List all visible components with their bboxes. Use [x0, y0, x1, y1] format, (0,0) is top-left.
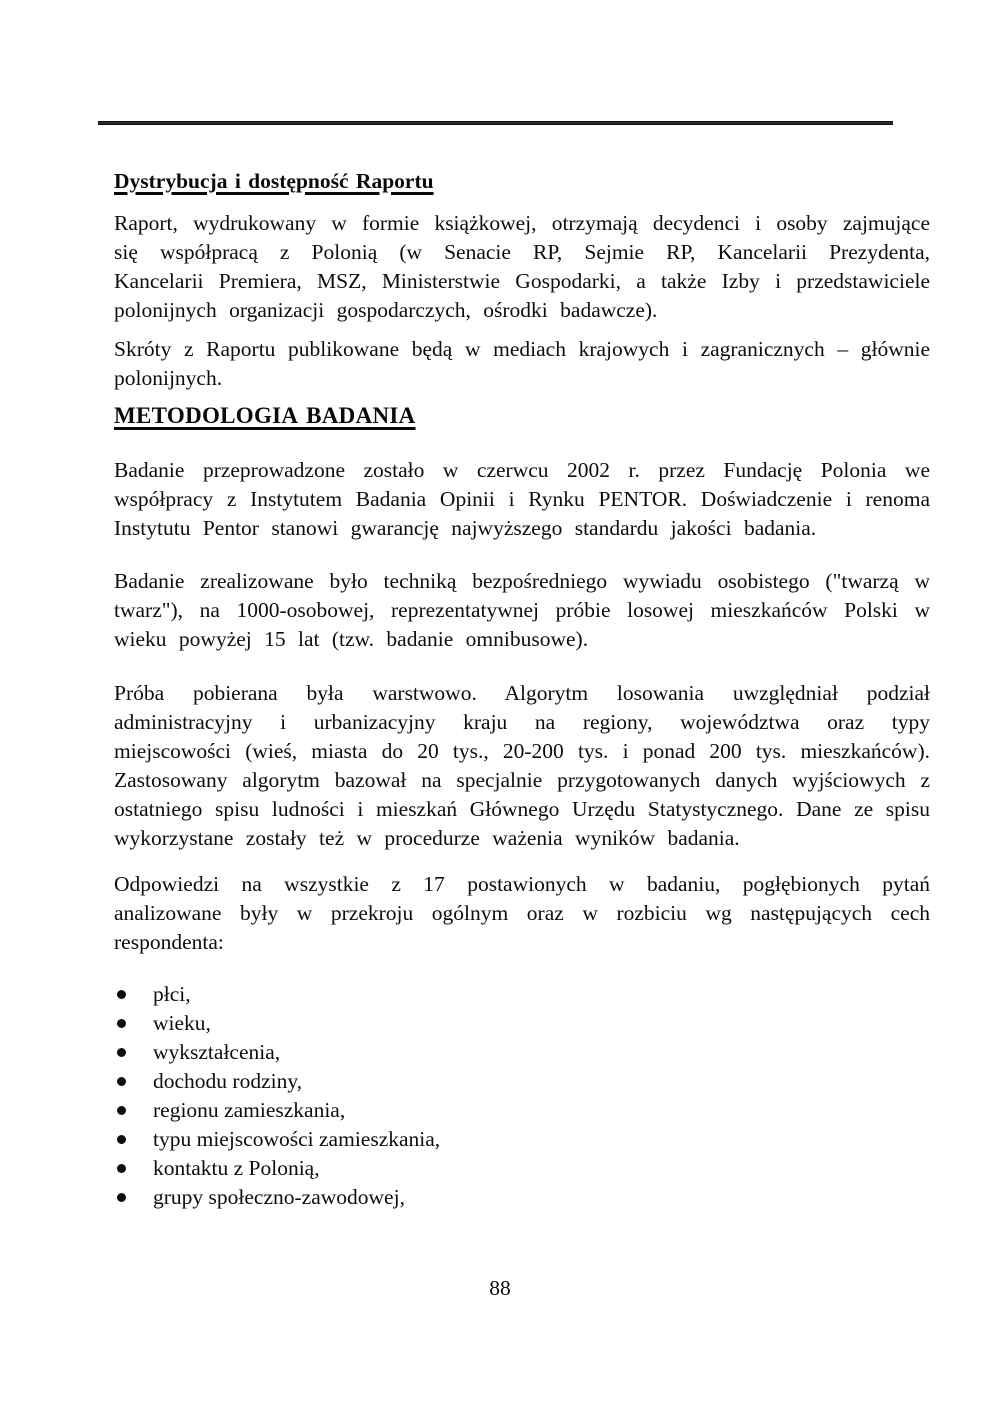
section-heading-methodology: METODOLOGIA BADANIA	[114, 403, 416, 428]
paragraph-study-technique: Badanie zrealizowane było techniką bezpośredniego wywiadu osobistego ("twarzą w twarz"), na 1000-osobowej, reprezentatywnej próbie losowej mieszkańców Polski w wieku powyżej 15 lat (tzw. badanie omnibusowe).	[114, 569, 930, 651]
paragraph-study-conducted: Badanie przeprowadzone zostało w czerwcu 2002 r. przez Fundację Polonia we współpracy z Instytutem Badania Opinii i Rynku PENTOR. Doświadczenie i renoma Instytutu Pentor stanowi gwarancję najwyższego standardu jakości badania.	[114, 458, 930, 540]
page-number: 88	[489, 1276, 511, 1300]
paragraph-analysis-breakdown: Odpowiedzi na wszystkie z 17 postawionych w badaniu, pogłębionych pytań analizowane były w przekroju ogólnym oraz w rozbiciu wg następujących cech respondenta:	[114, 872, 930, 954]
section-heading-distribution: Dystrybucja i dostępność Raportu	[114, 169, 434, 193]
bullet-icon	[117, 990, 126, 999]
list-item	[114, 1009, 930, 1038]
bullet-icon	[117, 1048, 126, 1057]
list-item-label: wykształcenia,	[153, 1040, 281, 1064]
list-item	[114, 980, 930, 1009]
paragraph-report-recipients: Raport, wydrukowany w formie książkowej, otrzymają decydenci i osoby zajmujące się współpracą z Polonią (w Senacie RP, Sejmie RP, Kancelarii Prezydenta, Kancelarii Premiera, MSZ, Ministerstwie Gospodarki, a także Izby i przedstawiciele polonijnych organizacji gospodarczych, ośrodki badawcze).	[114, 211, 930, 322]
bullet-icon	[117, 1164, 126, 1173]
list-item-label: kontaktu z Polonią,	[153, 1156, 320, 1180]
bullet-icon	[117, 1077, 126, 1086]
list-item-label: regionu zamieszkania,	[153, 1098, 346, 1122]
list-item-label: wieku,	[153, 1011, 211, 1035]
list-item-label: grupy społeczno-zawodowej,	[153, 1185, 405, 1209]
list-item-label: dochodu rodziny,	[153, 1069, 303, 1093]
respondent-characteristics-list	[114, 980, 930, 1212]
list-item	[114, 1038, 930, 1067]
list-item	[114, 1067, 930, 1096]
list-item-label: płci,	[153, 982, 191, 1006]
bullet-icon	[117, 1019, 126, 1028]
bullet-icon	[117, 1106, 126, 1115]
paragraph-report-summaries: Skróty z Raportu publikowane będą w mediach krajowych i zagranicznych – głównie polonijnych.	[114, 337, 930, 390]
list-item	[114, 1125, 930, 1154]
bullet-icon	[117, 1135, 126, 1144]
page-content	[114, 125, 930, 1212]
bullet-icon	[117, 1193, 126, 1202]
paragraph-sampling-method: Próba pobierana była warstwowo. Algorytm losowania uwzględniał podział administracyjny i urbanizacyjny kraju na regiony, województwa oraz typy miejscowości (wieś, miasta do 20 tys., 20-200 tys. i ponad 200 tys. mieszkańców). Zastosowany algorytm bazował na specjalnie przygotowanych danych wyjściowych z ostatniego spisu ludności i mieszkań Głównego Urzędu Statystycznego. Dane ze spisu wykorzystane zostały też w procedurze ważenia wyników badania.	[114, 681, 930, 850]
list-item-label: typu miejscowości zamieszkania,	[153, 1127, 441, 1151]
list-item	[114, 1183, 930, 1212]
list-item	[114, 1096, 930, 1125]
list-item	[114, 1154, 930, 1183]
